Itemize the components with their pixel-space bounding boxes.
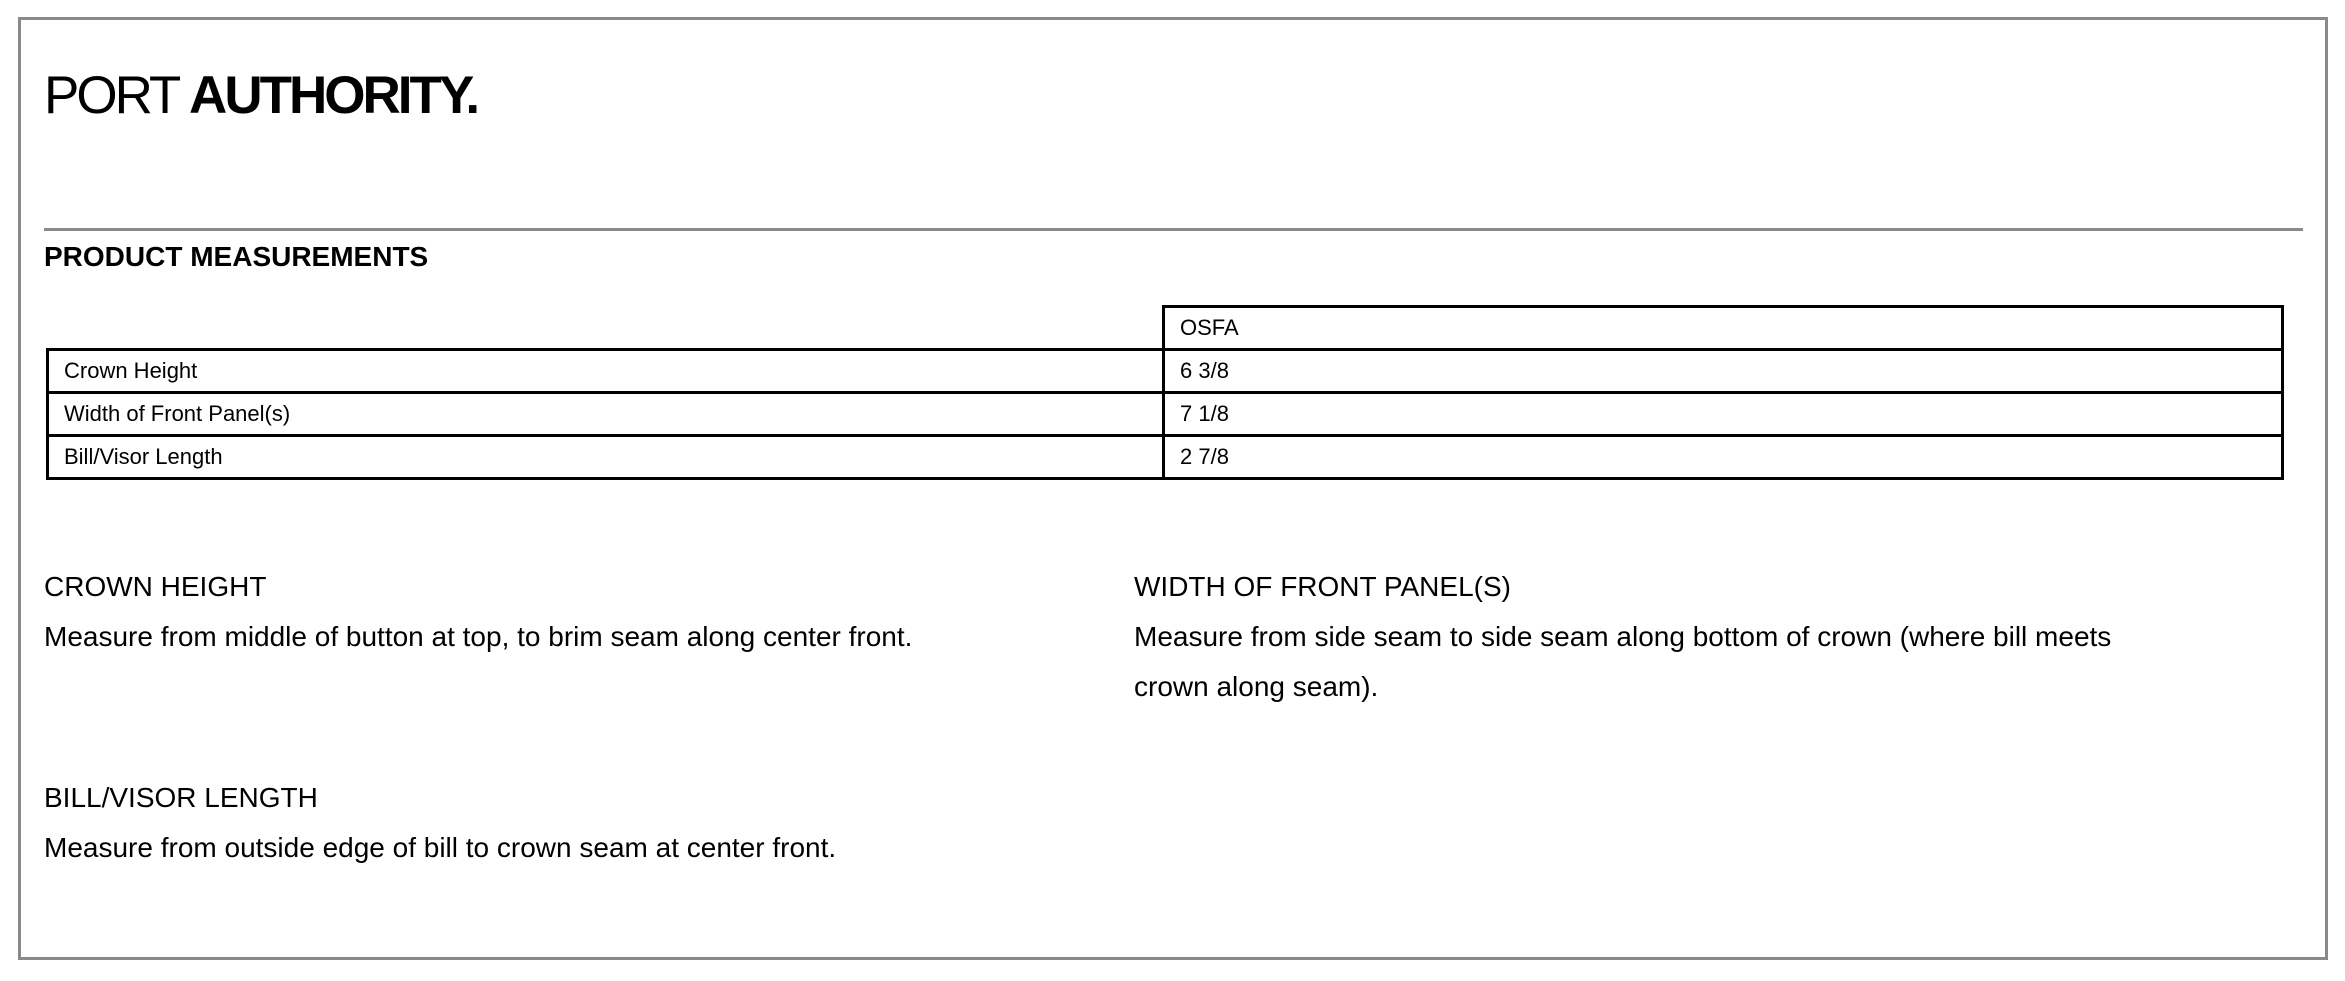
front-panel-width-heading: WIDTH OF FRONT PANEL(S) bbox=[1134, 571, 1511, 602]
logo-word-authority: AUTHORITY. bbox=[189, 66, 478, 125]
row-label-crown-height: Crown Height bbox=[48, 350, 1164, 393]
table-header-row bbox=[48, 307, 2283, 350]
table-row bbox=[48, 350, 2283, 393]
table-row bbox=[48, 393, 2283, 436]
document-frame bbox=[18, 17, 2328, 960]
row-value-crown-height: 6 3/8 bbox=[1164, 350, 2283, 393]
table-row bbox=[48, 436, 2283, 479]
header-divider bbox=[44, 228, 2303, 231]
row-value-bill-visor-length: 2 7/8 bbox=[1164, 436, 2283, 479]
bill-visor-length-heading: BILL/VISOR LENGTH bbox=[44, 782, 318, 813]
section-title: PRODUCT MEASUREMENTS bbox=[44, 241, 429, 272]
logo-word-port: PORT bbox=[44, 66, 190, 125]
crown-height-heading: CROWN HEIGHT bbox=[44, 571, 267, 602]
measurements-table bbox=[46, 305, 2284, 480]
row-value-front-panel-width: 7 1/8 bbox=[1164, 393, 2283, 436]
row-label-front-panel-width: Width of Front Panel(s) bbox=[48, 393, 1164, 436]
front-panel-width-description: Measure from side seam to side seam along bottom of crown (where bill meets crown along seam). bbox=[1134, 621, 2112, 702]
table-header-blank bbox=[48, 307, 1164, 350]
port-authority-logo bbox=[44, 68, 477, 124]
row-label-bill-visor-length: Bill/Visor Length bbox=[48, 436, 1164, 479]
bill-visor-length-description: Measure from outside edge of bill to crown seam at center front. bbox=[44, 832, 837, 863]
table-header-size: OSFA bbox=[1164, 307, 2283, 350]
crown-height-description: Measure from middle of button at top, to brim seam along center front. bbox=[44, 621, 913, 652]
